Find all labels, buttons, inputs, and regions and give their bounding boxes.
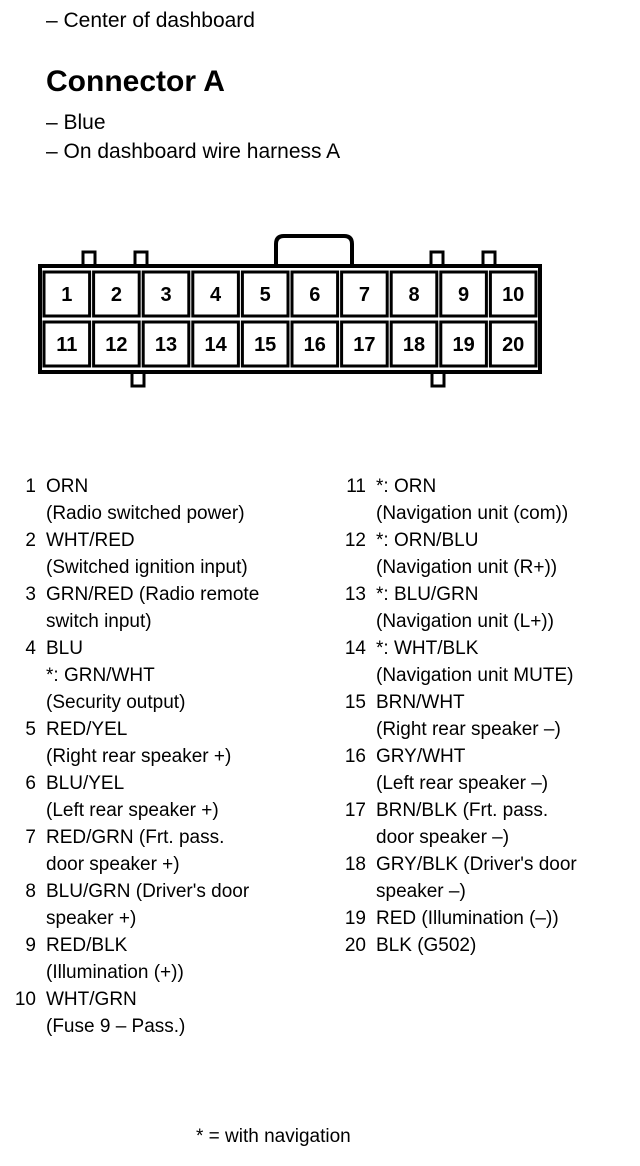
pin-description: *: BLU/GRN (Navigation unit (L+)) (376, 584, 554, 632)
pin-entry (330, 527, 630, 581)
pin-cell-label-9: 9 (458, 284, 470, 306)
pin-entry (0, 581, 320, 635)
pin-number: 3 (25, 584, 36, 605)
pin-description: GRY/WHT (Left rear speaker –) (376, 746, 549, 794)
pin-number: 4 (25, 638, 36, 659)
pin-description: *: ORN/BLU (Navigation unit (R+)) (376, 530, 558, 578)
pin-cell-label-19: 19 (452, 334, 475, 356)
pin-number: 12 (344, 530, 366, 551)
pin-cell-label-18: 18 (402, 334, 426, 356)
pin-cell-label-16: 16 (303, 334, 326, 356)
pin-description: GRN/RED (Radio remote switch input) (46, 584, 260, 632)
pin-description: GRY/BLK (Driver's door speaker –) (376, 854, 577, 902)
connector-location: – On dashboard wire harness A (46, 140, 341, 163)
pin-description: BLK (G502) (376, 935, 477, 956)
locking-tab (276, 236, 352, 266)
pin-entry (330, 581, 630, 635)
pin-number: 11 (346, 476, 366, 497)
pin-number: 5 (25, 719, 36, 740)
pin-entry (0, 770, 320, 824)
pin-cell-label-15: 15 (254, 334, 277, 356)
pin-entry (330, 743, 630, 797)
pin-cell-label-20: 20 (502, 334, 525, 356)
footnote: * = with navigation (196, 1126, 351, 1147)
pin-description: BRN/BLK (Frt. pass. door speaker –) (376, 800, 549, 848)
pin-number: 2 (25, 530, 36, 551)
pin-number: 16 (344, 746, 366, 767)
pin-entry (0, 716, 320, 770)
pin-number: 19 (344, 908, 366, 929)
pin-number: 17 (344, 800, 366, 821)
pin-cell-label-11: 11 (56, 334, 78, 356)
pin-description: WHT/GRN (Fuse 9 – Pass.) (46, 989, 186, 1037)
pin-number: 7 (25, 827, 36, 848)
pin-cell-label-6: 6 (309, 284, 321, 306)
pin-entry (330, 905, 630, 932)
pin-cell-label-2: 2 (110, 284, 122, 306)
pin-number: 15 (344, 692, 366, 713)
pin-cell-label-1: 1 (61, 284, 73, 306)
pin-cell-label-3: 3 (160, 284, 172, 306)
pin-description: RED (Illumination (–)) (376, 908, 559, 929)
pin-description: BLU *: GRN/WHT (Security output) (46, 638, 186, 713)
pin-number: 10 (14, 989, 36, 1010)
pin-description: *: WHT/BLK (Navigation unit MUTE) (376, 638, 574, 686)
pin-description: RED/GRN (Frt. pass. door speaker +) (46, 827, 225, 875)
pin-cell-label-10: 10 (502, 284, 525, 306)
pin-description: ORN (Radio switched power) (46, 476, 245, 524)
connector-diagram (38, 232, 550, 397)
location-center-dashboard: – Center of dashboard (46, 9, 255, 32)
pin-number: 14 (344, 638, 366, 659)
pin-description: RED/YEL (Right rear speaker +) (46, 719, 232, 767)
pin-entry (0, 527, 320, 581)
pin-entry (330, 473, 630, 527)
pin-number: 8 (25, 881, 36, 902)
pin-number: 18 (344, 854, 366, 875)
pin-cell-label-12: 12 (105, 334, 128, 356)
pin-entry (0, 635, 320, 716)
pin-cell-label-17: 17 (353, 334, 376, 356)
pin-description: BLU/YEL (Left rear speaker +) (46, 773, 219, 821)
pin-entry (330, 932, 630, 959)
pin-description: BLU/GRN (Driver's door speaker +) (46, 881, 250, 929)
pin-description: BRN/WHT (Right rear speaker –) (376, 692, 561, 740)
pin-entry (330, 851, 630, 905)
pin-entry (0, 473, 320, 527)
pin-cell-label-7: 7 (358, 284, 370, 306)
connector-color: – Blue (46, 111, 106, 134)
pin-entry (330, 797, 630, 851)
pin-cell-label-4: 4 (210, 284, 222, 306)
pin-number: 9 (25, 935, 36, 956)
pin-number: 20 (344, 935, 366, 956)
pin-description: *: ORN (Navigation unit (com)) (376, 476, 569, 524)
pin-entry (330, 689, 630, 743)
pin-description: RED/BLK (Illumination (+)) (46, 935, 184, 983)
connector-title: Connector A (46, 65, 225, 98)
pin-cell-label-14: 14 (204, 334, 227, 356)
pin-number: 6 (25, 773, 36, 794)
pin-entry (0, 878, 320, 932)
pin-cell-label-13: 13 (154, 334, 178, 356)
connector-face-diagram (38, 232, 550, 392)
pin-list-right (330, 473, 630, 959)
pin-entry (0, 932, 320, 986)
pin-entry (0, 824, 320, 878)
pin-entry (330, 635, 630, 689)
pin-entry (0, 986, 320, 1040)
pin-number: 13 (344, 584, 366, 605)
pin-cell-label-5: 5 (259, 284, 271, 306)
pin-list-left (0, 473, 320, 1040)
pin-number: 1 (25, 476, 36, 497)
pin-description: WHT/RED (Switched ignition input) (46, 530, 248, 578)
pin-cell-label-8: 8 (408, 284, 420, 306)
